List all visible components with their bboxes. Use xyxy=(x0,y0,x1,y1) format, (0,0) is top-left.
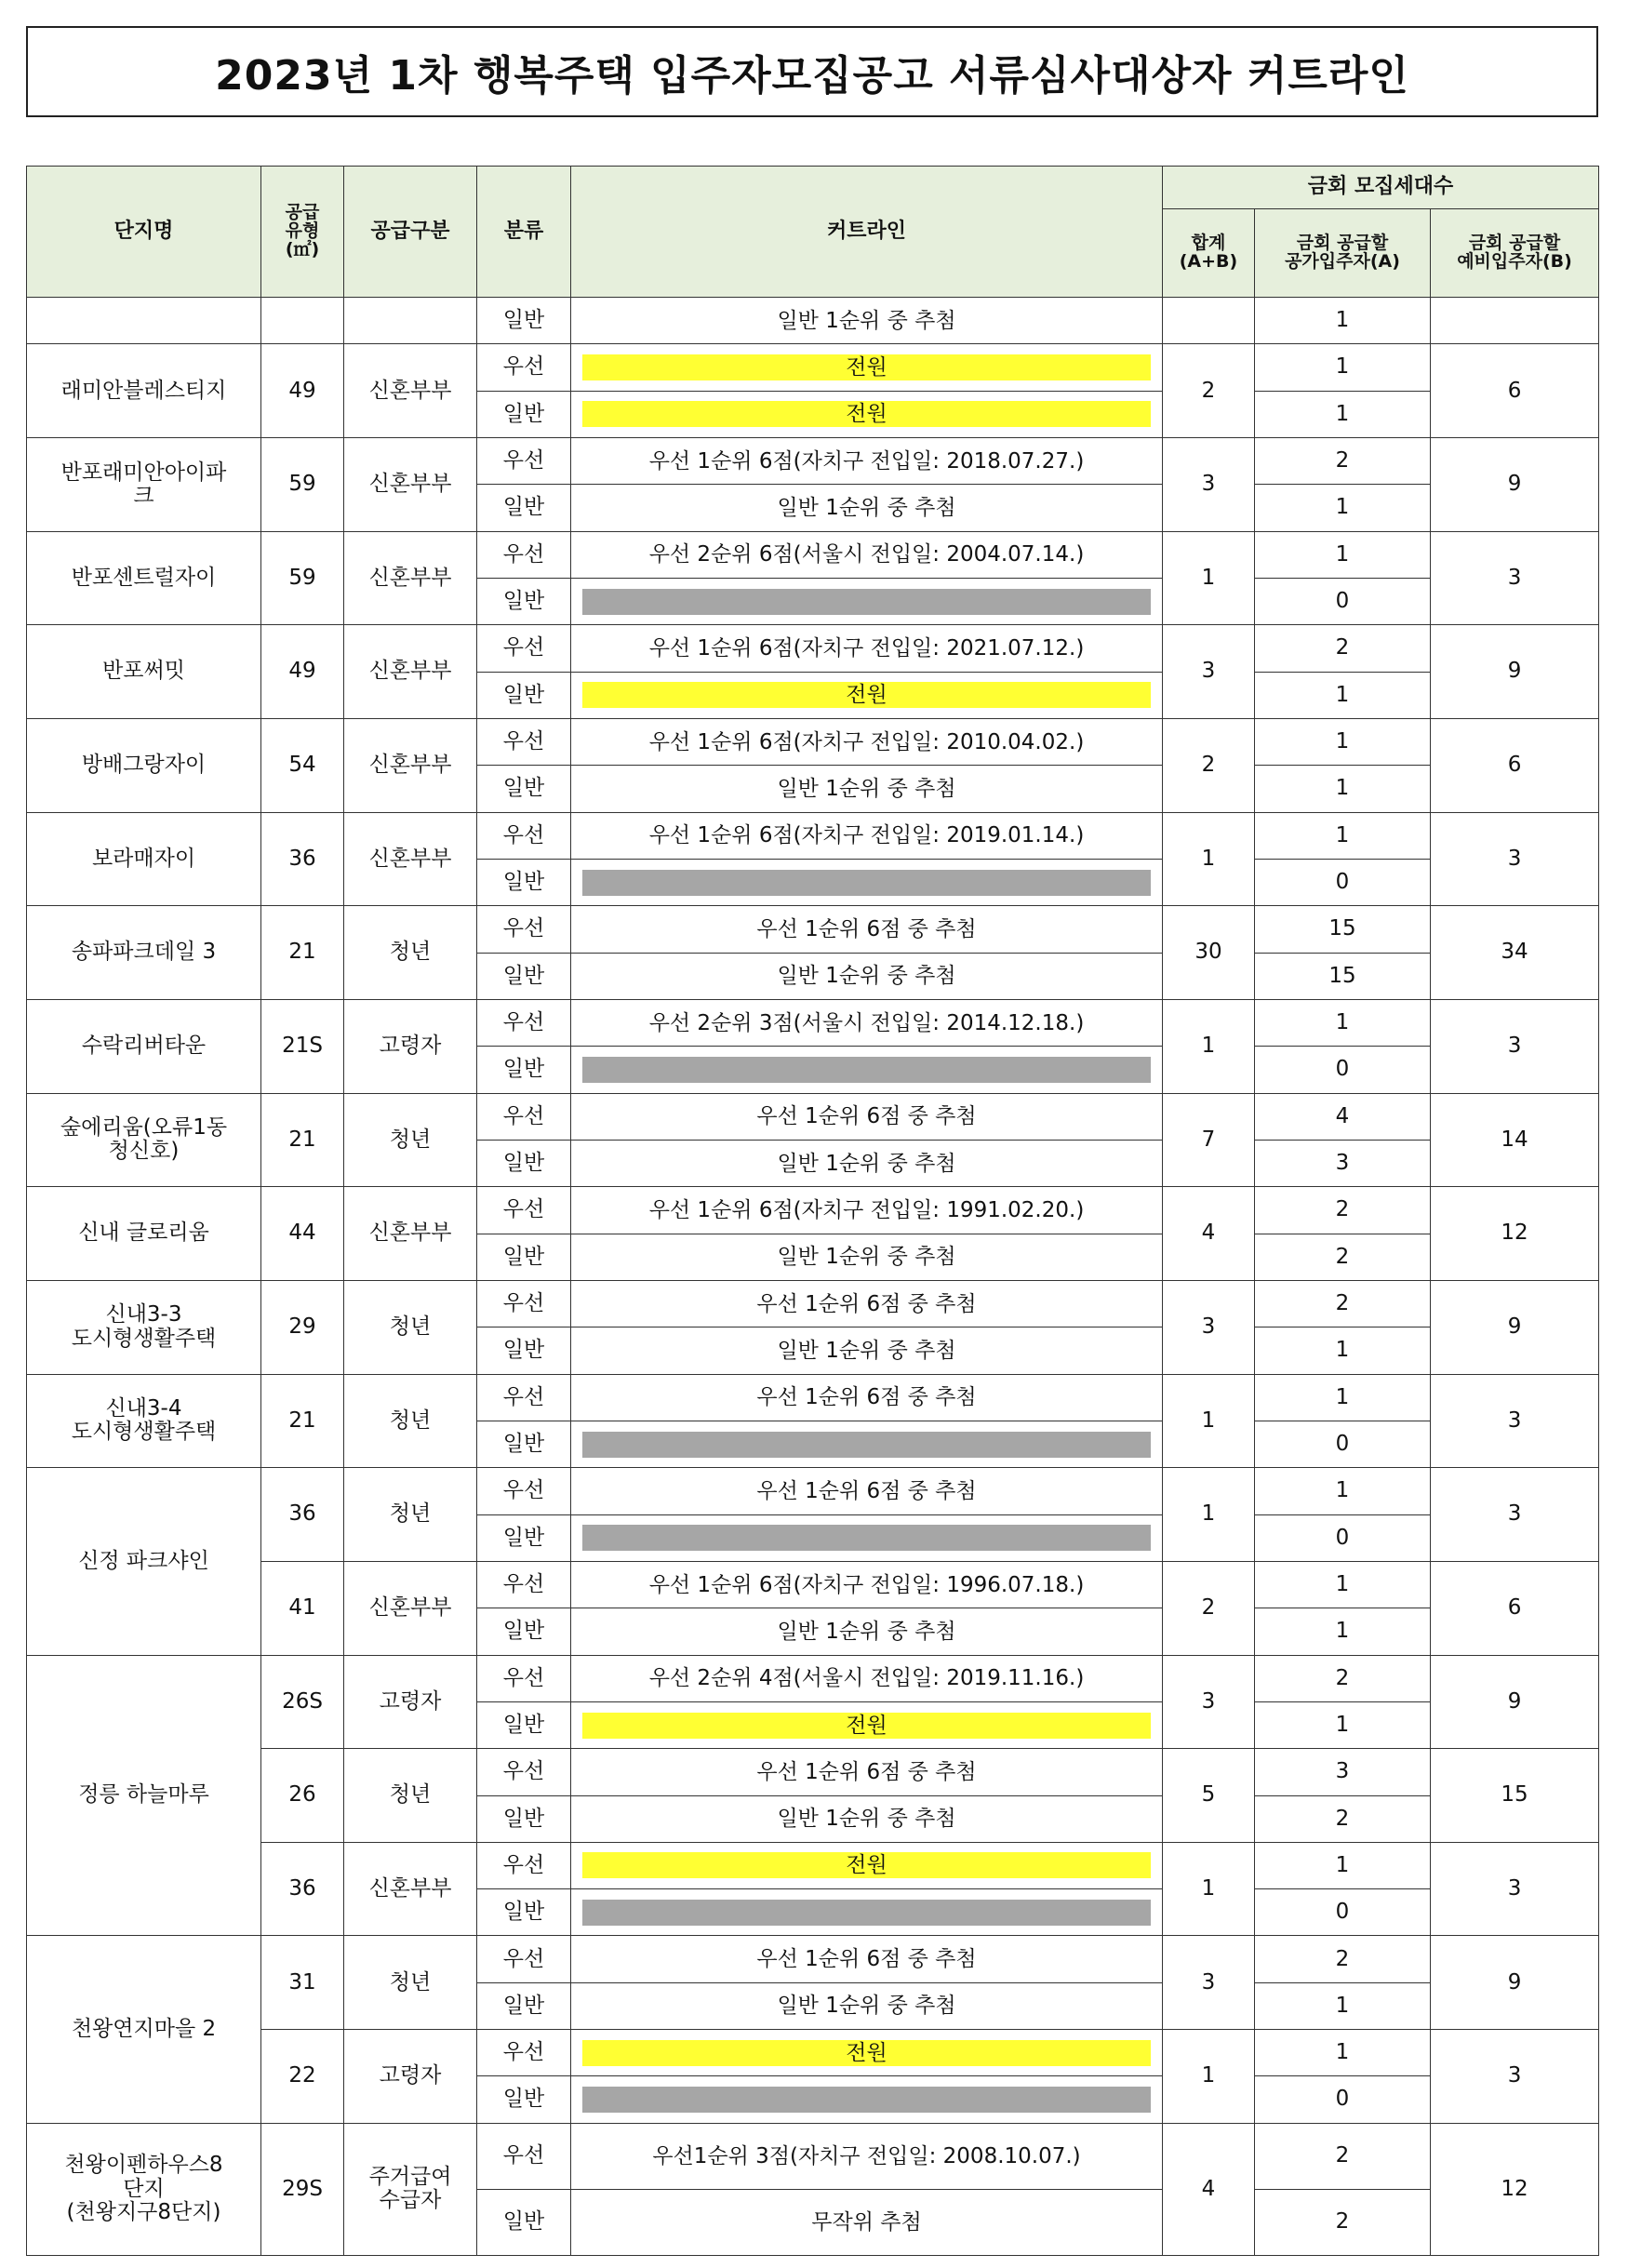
supply-type-cell: 36 xyxy=(261,1468,344,1562)
supply-b-cell: 3 xyxy=(1431,1374,1599,1468)
total-cell: 2 xyxy=(1163,718,1255,812)
supply-a-cell: 1 xyxy=(1255,999,1431,1046)
supply-type-cell: 21 xyxy=(261,1093,344,1187)
category-cell: 우선 xyxy=(477,1093,571,1140)
cutline-cell xyxy=(571,437,1163,484)
complex-name-cell: 수락리버타운 xyxy=(27,999,261,1093)
supply-b-cell: 3 xyxy=(1431,531,1599,625)
supply-a-cell: 2 xyxy=(1255,437,1431,484)
cutline-cell xyxy=(571,672,1163,718)
cutline-cell xyxy=(571,1608,1163,1655)
category-cell: 우선 xyxy=(477,344,571,391)
supply-class-cell: 신혼부부 xyxy=(344,531,477,625)
supply-b-cell: 9 xyxy=(1431,1280,1599,1374)
total-cell: 7 xyxy=(1163,1093,1255,1187)
supply-a-cell: 2 xyxy=(1255,1655,1431,1701)
cutline-cell xyxy=(571,2123,1163,2189)
cutline-cell xyxy=(571,766,1163,812)
supply-b-cell: 3 xyxy=(1431,812,1599,906)
supply-b-cell: 6 xyxy=(1431,718,1599,812)
supply-a-cell: 1 xyxy=(1255,2030,1431,2076)
table-row xyxy=(27,999,1599,1046)
total-cell: 1 xyxy=(1163,812,1255,906)
complex-name-cell: 숲에리움(오류1동 청신호) xyxy=(27,1093,261,1187)
supply-class-cell: 신혼부부 xyxy=(344,625,477,719)
cutline-cell xyxy=(571,298,1163,344)
table-row xyxy=(27,718,1599,765)
supply-a-cell: 1 xyxy=(1255,1327,1431,1374)
supply-a-cell: 2 xyxy=(1255,1234,1431,1280)
supply-a-cell: 1 xyxy=(1255,485,1431,531)
cutline-cell xyxy=(571,1140,1163,1186)
table-row xyxy=(27,1374,1599,1421)
cutline-gray-bar xyxy=(582,870,1151,896)
supply-b-cell: 3 xyxy=(1431,999,1599,1093)
cutline-text: 우선 1순위 6점(자치구 전입일: 1996.07.18.) xyxy=(648,1572,1085,1597)
total-cell: 1 xyxy=(1163,1374,1255,1468)
table-row xyxy=(27,1280,1599,1327)
category-cell: 우선 xyxy=(477,1561,571,1608)
table-row xyxy=(27,906,1599,953)
table-row xyxy=(27,812,1599,859)
category-cell: 일반 xyxy=(477,672,571,718)
supply-b-cell: 15 xyxy=(1431,1749,1599,1843)
supply-b-cell: 12 xyxy=(1431,1187,1599,1281)
complex-name-cell: 천왕이펜하우스8 단지 (천왕지구8단지) xyxy=(27,2123,261,2255)
supply-a-cell: 15 xyxy=(1255,906,1431,953)
supply-type-cell: 26S xyxy=(261,1655,344,1749)
supply-class-cell: 청년 xyxy=(344,1374,477,1468)
supply-class-cell: 신혼부부 xyxy=(344,1187,477,1281)
supply-type-cell: 21 xyxy=(261,1374,344,1468)
cutline-cell xyxy=(571,1187,1163,1234)
supply-a-cell: 2 xyxy=(1255,1187,1431,1234)
supply-a-cell: 15 xyxy=(1255,953,1431,999)
supply-b-cell: 9 xyxy=(1431,625,1599,719)
cutline-cell xyxy=(571,1514,1163,1561)
cutline-text: 우선 1순위 6점(자치구 전입일: 1991.02.20.) xyxy=(648,1197,1085,1222)
complex-name-cell: 방배그랑자이 xyxy=(27,718,261,812)
cutline-cell xyxy=(571,1047,1163,1093)
header-recruit-group: 금회 모집세대수 xyxy=(1163,167,1599,209)
total-cell: 3 xyxy=(1163,1280,1255,1374)
supply-a-cell: 0 xyxy=(1255,578,1431,624)
supply-class-cell: 신혼부부 xyxy=(344,718,477,812)
category-cell: 일반 xyxy=(477,1889,571,1936)
cutline-text: 우선 1순위 6점(자치구 전입일: 2021.07.12.) xyxy=(648,635,1085,660)
cutline-cell xyxy=(571,578,1163,624)
supply-a-cell: 1 xyxy=(1255,1701,1431,1748)
supply-a-cell: 1 xyxy=(1255,1561,1431,1608)
cutline-text: 우선 1순위 6점 중 추첨 xyxy=(756,1385,977,1410)
supply-a-cell: 0 xyxy=(1255,1514,1431,1561)
supply-type-cell: 44 xyxy=(261,1187,344,1281)
complex-name-cell: 반포센트럴자이 xyxy=(27,531,261,625)
supply-class-cell: 신혼부부 xyxy=(344,437,477,531)
supply-class-cell xyxy=(344,298,477,344)
cutline-text: 우선 1순위 6점(자치구 전입일: 2019.01.14.) xyxy=(648,823,1085,848)
supply-type-cell: 49 xyxy=(261,625,344,719)
table-row xyxy=(27,298,1599,344)
category-cell: 일반 xyxy=(477,953,571,999)
supply-a-cell: 1 xyxy=(1255,298,1431,344)
cutline-cell xyxy=(571,344,1163,391)
cutline-cell xyxy=(571,1327,1163,1374)
total-cell: 3 xyxy=(1163,437,1255,531)
category-cell: 일반 xyxy=(477,391,571,437)
category-cell: 일반 xyxy=(477,298,571,344)
cutline-cell xyxy=(571,485,1163,531)
category-cell: 우선 xyxy=(477,1655,571,1701)
supply-a-cell: 1 xyxy=(1255,344,1431,391)
supply-type-cell: 59 xyxy=(261,437,344,531)
supply-b-cell: 6 xyxy=(1431,344,1599,438)
total-cell: 1 xyxy=(1163,2030,1255,2124)
category-cell: 우선 xyxy=(477,1468,571,1514)
cutline-cell xyxy=(571,1234,1163,1280)
table-row xyxy=(27,344,1599,391)
total-cell: 1 xyxy=(1163,1842,1255,1936)
cutline-cell xyxy=(571,1982,1163,2029)
supply-class-cell: 고령자 xyxy=(344,999,477,1093)
cutline-text: 우선 1순위 6점 중 추첨 xyxy=(756,1759,977,1784)
table-row xyxy=(27,1187,1599,1234)
supply-b-cell: 9 xyxy=(1431,1936,1599,2030)
table-row xyxy=(27,1936,1599,1982)
cutline-table xyxy=(26,166,1599,2256)
category-cell: 우선 xyxy=(477,531,571,578)
cutline-cell xyxy=(571,906,1163,953)
header-supply-a: 금회 공급할 공가입주자(A) xyxy=(1255,209,1431,298)
page-title: 2023년 1차 행복주택 입주자모집공고 서류심사대상자 커트라인 xyxy=(26,26,1598,117)
cutline-text: 전원 xyxy=(582,1852,1151,1878)
total-cell: 30 xyxy=(1163,906,1255,1000)
supply-class-cell: 주거급여 수급자 xyxy=(344,2123,477,2255)
cutline-cell xyxy=(571,1421,1163,1467)
cutline-cell xyxy=(571,1889,1163,1936)
complex-name-cell xyxy=(27,298,261,344)
supply-b-cell: 3 xyxy=(1431,2030,1599,2124)
supply-a-cell: 1 xyxy=(1255,718,1431,765)
supply-b-cell: 12 xyxy=(1431,2123,1599,2255)
cutline-cell xyxy=(571,812,1163,859)
supply-type-cell: 26 xyxy=(261,1749,344,1843)
supply-a-cell: 2 xyxy=(1255,1280,1431,1327)
category-cell: 일반 xyxy=(477,1514,571,1561)
complex-name-cell: 신내3-4 도시형생활주택 xyxy=(27,1374,261,1468)
supply-a-cell: 4 xyxy=(1255,1093,1431,1140)
category-cell: 일반 xyxy=(477,1982,571,2029)
supply-a-cell: 1 xyxy=(1255,1842,1431,1888)
cutline-cell xyxy=(571,1468,1163,1514)
cutline-cell xyxy=(571,531,1163,578)
cutline-text: 전원 xyxy=(582,2040,1151,2066)
supply-type-cell xyxy=(261,298,344,344)
cutline-gray-bar xyxy=(582,2087,1151,2113)
supply-b-cell: 3 xyxy=(1431,1468,1599,1562)
cutline-text: 우선 1순위 6점 중 추첨 xyxy=(756,1947,977,1972)
total-cell: 2 xyxy=(1163,344,1255,438)
supply-b-cell: 6 xyxy=(1431,1561,1599,1655)
supply-type-cell: 36 xyxy=(261,812,344,906)
complex-name-cell: 반포써밋 xyxy=(27,625,261,719)
complex-name-cell: 신정 파크샤인 xyxy=(27,1468,261,1655)
cutline-cell xyxy=(571,2189,1163,2255)
cutline-text: 우선 1순위 6점 중 추첨 xyxy=(756,916,977,941)
supply-class-cell: 신혼부부 xyxy=(344,812,477,906)
supply-type-cell: 31 xyxy=(261,1936,344,2030)
supply-a-cell: 0 xyxy=(1255,1047,1431,1093)
category-cell: 우선 xyxy=(477,906,571,953)
cutline-text: 일반 1순위 중 추첨 xyxy=(777,1619,956,1644)
supply-class-cell: 청년 xyxy=(344,1093,477,1187)
cutline-gray-bar xyxy=(582,589,1151,615)
total-cell: 3 xyxy=(1163,1936,1255,2030)
cutline-text: 일반 1순위 중 추첨 xyxy=(777,1807,956,1832)
total-cell: 5 xyxy=(1163,1749,1255,1843)
supply-a-cell: 2 xyxy=(1255,625,1431,672)
supply-type-cell: 21 xyxy=(261,906,344,1000)
supply-a-cell: 3 xyxy=(1255,1749,1431,1795)
supply-class-cell: 청년 xyxy=(344,1468,477,1562)
cutline-cell xyxy=(571,2030,1163,2076)
supply-a-cell: 1 xyxy=(1255,531,1431,578)
supply-a-cell: 3 xyxy=(1255,1140,1431,1186)
supply-a-cell: 0 xyxy=(1255,1421,1431,1467)
complex-name-cell: 정릉 하늘마루 xyxy=(27,1655,261,1936)
total-cell: 3 xyxy=(1163,1655,1255,1749)
category-cell: 일반 xyxy=(477,485,571,531)
supply-type-cell: 49 xyxy=(261,344,344,438)
cutline-cell xyxy=(571,1749,1163,1795)
cutline-text: 우선 2순위 6점(서울시 전입일: 2004.07.14.) xyxy=(648,542,1085,567)
category-cell: 우선 xyxy=(477,718,571,765)
cutline-gray-bar xyxy=(582,1057,1151,1083)
cutline-text: 전원 xyxy=(582,1713,1151,1739)
category-cell: 우선 xyxy=(477,2123,571,2189)
header-category: 분류 xyxy=(477,167,571,298)
complex-name-cell: 신내3-3 도시형생활주택 xyxy=(27,1280,261,1374)
category-cell: 일반 xyxy=(477,2189,571,2255)
supply-b-cell: 34 xyxy=(1431,906,1599,1000)
cutline-text: 일반 1순위 중 추첨 xyxy=(777,495,956,520)
cutline-cell xyxy=(571,1701,1163,1748)
supply-a-cell: 0 xyxy=(1255,859,1431,905)
supply-b-cell: 9 xyxy=(1431,437,1599,531)
category-cell: 우선 xyxy=(477,812,571,859)
header-type: 공급 유형 (㎡) xyxy=(261,167,344,298)
cutline-cell xyxy=(571,1795,1163,1842)
cutline-cell xyxy=(571,1093,1163,1140)
header-cutline: 커트라인 xyxy=(571,167,1163,298)
supply-a-cell: 0 xyxy=(1255,2076,1431,2123)
cutline-cell xyxy=(571,2076,1163,2123)
table-row xyxy=(27,2030,1599,2076)
table-row xyxy=(27,531,1599,578)
supply-class-cell: 청년 xyxy=(344,1749,477,1843)
supply-type-cell: 29 xyxy=(261,1280,344,1374)
cutline-text: 우선 1순위 6점 중 추첨 xyxy=(756,1104,977,1129)
supply-b-cell: 14 xyxy=(1431,1093,1599,1187)
supply-a-cell: 1 xyxy=(1255,1374,1431,1421)
supply-class-cell: 청년 xyxy=(344,906,477,1000)
supply-class-cell: 고령자 xyxy=(344,1655,477,1749)
cutline-text: 일반 1순위 중 추첨 xyxy=(777,1151,956,1176)
total-cell: 1 xyxy=(1163,999,1255,1093)
cutline-text: 우선 1순위 6점 중 추첨 xyxy=(756,1478,977,1503)
category-cell: 일반 xyxy=(477,1421,571,1467)
table-row xyxy=(27,1655,1599,1701)
supply-type-cell: 36 xyxy=(261,1842,344,1936)
header-complex: 단지명 xyxy=(27,167,261,298)
cutline-text: 우선 2순위 4점(서울시 전입일: 2019.11.16.) xyxy=(648,1666,1085,1691)
category-cell: 일반 xyxy=(477,859,571,905)
category-cell: 일반 xyxy=(477,766,571,812)
category-cell: 우선 xyxy=(477,1280,571,1327)
category-cell: 우선 xyxy=(477,1842,571,1888)
supply-a-cell: 1 xyxy=(1255,812,1431,859)
total-cell: 1 xyxy=(1163,1468,1255,1562)
cutline-cell xyxy=(571,859,1163,905)
table-row xyxy=(27,1842,1599,1888)
cutline-text: 무작위 추첨 xyxy=(811,2209,922,2235)
category-cell: 우선 xyxy=(477,1936,571,1982)
supply-class-cell: 신혼부부 xyxy=(344,344,477,438)
cutline-text: 전원 xyxy=(582,401,1151,427)
cutline-text: 우선1순위 3점(자치구 전입일: 2008.10.07.) xyxy=(652,2143,1081,2168)
supply-type-cell: 41 xyxy=(261,1561,344,1655)
category-cell: 일반 xyxy=(477,1608,571,1655)
total-cell: 4 xyxy=(1163,2123,1255,2255)
supply-b-cell xyxy=(1431,298,1599,344)
supply-a-cell: 2 xyxy=(1255,1936,1431,1982)
cutline-cell xyxy=(571,625,1163,672)
supply-type-cell: 59 xyxy=(261,531,344,625)
total-cell: 3 xyxy=(1163,625,1255,719)
cutline-gray-bar xyxy=(582,1525,1151,1551)
category-cell: 일반 xyxy=(477,1327,571,1374)
supply-a-cell: 1 xyxy=(1255,391,1431,437)
cutline-cell xyxy=(571,953,1163,999)
cutline-text: 우선 1순위 6점(자치구 전입일: 2018.07.27.) xyxy=(648,448,1085,474)
complex-name-cell: 보라매자이 xyxy=(27,812,261,906)
cutline-text: 전원 xyxy=(582,682,1151,708)
category-cell: 우선 xyxy=(477,999,571,1046)
supply-class-cell: 청년 xyxy=(344,1280,477,1374)
supply-b-cell: 3 xyxy=(1431,1842,1599,1936)
supply-class-cell: 신혼부부 xyxy=(344,1842,477,1936)
table-row xyxy=(27,437,1599,484)
complex-name-cell: 천왕연지마을 2 xyxy=(27,1936,261,2123)
supply-a-cell: 2 xyxy=(1255,2189,1431,2255)
cutline-text: 일반 1순위 중 추첨 xyxy=(777,964,956,989)
cutline-text: 전원 xyxy=(582,354,1151,380)
supply-a-cell: 2 xyxy=(1255,2123,1431,2189)
total-cell xyxy=(1163,298,1255,344)
supply-a-cell: 1 xyxy=(1255,672,1431,718)
cutline-text: 일반 1순위 중 추첨 xyxy=(777,1338,956,1363)
category-cell: 우선 xyxy=(477,437,571,484)
supply-b-cell: 9 xyxy=(1431,1655,1599,1749)
cutline-cell xyxy=(571,1655,1163,1701)
cutline-text: 우선 1순위 6점(자치구 전입일: 2010.04.02.) xyxy=(648,729,1085,754)
supply-type-cell: 29S xyxy=(261,2123,344,2255)
table-row xyxy=(27,1093,1599,1140)
table-row xyxy=(27,1561,1599,1608)
category-cell: 우선 xyxy=(477,1187,571,1234)
category-cell: 일반 xyxy=(477,1047,571,1093)
header-supply-b: 금회 공급할 예비입주자(B) xyxy=(1431,209,1599,298)
category-cell: 일반 xyxy=(477,1795,571,1842)
category-cell: 우선 xyxy=(477,2030,571,2076)
supply-a-cell: 1 xyxy=(1255,1608,1431,1655)
total-cell: 2 xyxy=(1163,1561,1255,1655)
table-body xyxy=(27,298,1599,2256)
cutline-cell xyxy=(571,1374,1163,1421)
category-cell: 일반 xyxy=(477,2076,571,2123)
cutline-cell xyxy=(571,999,1163,1046)
supply-a-cell: 1 xyxy=(1255,1982,1431,2029)
cutline-text: 우선 2순위 3점(서울시 전입일: 2014.12.18.) xyxy=(648,1010,1085,1035)
complex-name-cell: 반포래미안아이파 크 xyxy=(27,437,261,531)
supply-type-cell: 21S xyxy=(261,999,344,1093)
header-supply-class: 공급구분 xyxy=(344,167,477,298)
cutline-gray-bar xyxy=(582,1432,1151,1458)
table-row xyxy=(27,625,1599,672)
complex-name-cell: 송파파크데일 3 xyxy=(27,906,261,1000)
category-cell: 일반 xyxy=(477,1140,571,1186)
category-cell: 우선 xyxy=(477,1374,571,1421)
category-cell: 우선 xyxy=(477,625,571,672)
complex-name-cell: 신내 글로리움 xyxy=(27,1187,261,1281)
cutline-text: 일반 1순위 중 추첨 xyxy=(777,1245,956,1270)
supply-a-cell: 0 xyxy=(1255,1889,1431,1936)
category-cell: 일반 xyxy=(477,578,571,624)
supply-a-cell: 1 xyxy=(1255,1468,1431,1514)
table-row xyxy=(27,1749,1599,1795)
cutline-text: 일반 1순위 중 추첨 xyxy=(777,776,956,801)
table-row xyxy=(27,1468,1599,1514)
total-cell: 4 xyxy=(1163,1187,1255,1281)
supply-class-cell: 고령자 xyxy=(344,2030,477,2124)
supply-a-cell: 1 xyxy=(1255,766,1431,812)
category-cell: 우선 xyxy=(477,1749,571,1795)
cutline-text: 일반 1순위 중 추첨 xyxy=(777,1994,956,2019)
cutline-cell xyxy=(571,1561,1163,1608)
cutline-cell xyxy=(571,718,1163,765)
category-cell: 일반 xyxy=(477,1701,571,1748)
cutline-text: 우선 1순위 6점 중 추첨 xyxy=(756,1291,977,1316)
cutline-cell xyxy=(571,391,1163,437)
supply-class-cell: 신혼부부 xyxy=(344,1561,477,1655)
category-cell: 일반 xyxy=(477,1234,571,1280)
header-total: 합계 (A+B) xyxy=(1163,209,1255,298)
supply-type-cell: 54 xyxy=(261,718,344,812)
complex-name-cell: 래미안블레스티지 xyxy=(27,344,261,438)
total-cell: 1 xyxy=(1163,531,1255,625)
supply-a-cell: 2 xyxy=(1255,1795,1431,1842)
cutline-text: 일반 1순위 중 추첨 xyxy=(777,308,956,333)
cutline-cell xyxy=(571,1280,1163,1327)
table-row xyxy=(27,2123,1599,2189)
cutline-gray-bar xyxy=(582,1900,1151,1926)
supply-type-cell: 22 xyxy=(261,2030,344,2124)
supply-class-cell: 청년 xyxy=(344,1936,477,2030)
cutline-cell xyxy=(571,1842,1163,1888)
cutline-cell xyxy=(571,1936,1163,1982)
